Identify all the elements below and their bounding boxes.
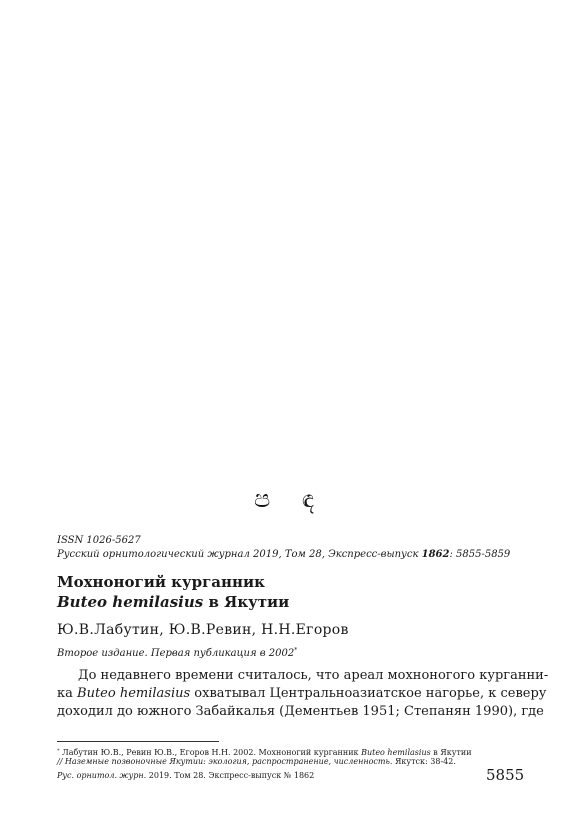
footnote-species: Buteo hemilasius xyxy=(361,748,431,757)
running-footer xyxy=(57,771,314,781)
journal-pages: : 5855-5859 xyxy=(449,549,511,560)
footnote-citation: Лабутин Ю.В., Ревин Ю.В., Егоров Н.Н. 2002. Мохноногий курганник xyxy=(59,748,362,757)
footnote-pages: Якутск: 38-42. xyxy=(392,757,456,766)
page-number: 5855 xyxy=(486,766,525,784)
footnote-divider xyxy=(57,741,219,742)
article-title-line2 xyxy=(57,593,289,611)
footnote-citation-end: в Якутии xyxy=(430,748,472,757)
title-rest: в Якутии xyxy=(203,593,290,611)
body-species: Buteo hemilasius xyxy=(77,686,191,701)
journal-citation xyxy=(57,549,510,561)
title-species: Buteo hemilasius xyxy=(57,593,204,611)
issn-line: ISSN 1026-5627 xyxy=(57,535,141,546)
journal-prefix: Русский орнитологический журнал 2019, Том 28, Экспресс-выпуск xyxy=(57,549,422,560)
footnote-source: // Наземные позвоночные Якутии: экология, распространение, численность. xyxy=(57,757,393,766)
edition-text: Второе издание. Первая публикация в 2002 xyxy=(57,648,295,659)
body-line-3: доходил до южного Забайкалья (Дементьев 1951; Степанян 1990), где xyxy=(57,704,544,719)
issue-number: 1862 xyxy=(421,549,450,560)
article-title-line1: Мохноногий курганник xyxy=(57,573,265,591)
edition-note xyxy=(57,645,297,660)
body-line-2 xyxy=(57,686,547,702)
body-line-1: До недавнего времени считалось, что ареал мохноногого курганни- xyxy=(78,668,549,683)
footnote-line-2 xyxy=(57,757,456,767)
body-line2-pre: ка xyxy=(57,686,78,701)
ornament-glyphs: ප ඳ xyxy=(253,485,327,513)
body-line2-post: охватывал Центральноазиатское нагорье, к северу xyxy=(190,686,547,701)
authors: Ю.В.Лабутин, Ю.В.Ревин, Н.Н.Егоров xyxy=(57,622,349,638)
footer-issue-info: 2019. Том 28. Экспресс-выпуск № 1862 xyxy=(146,771,315,780)
edition-footnote-mark: * xyxy=(294,647,298,654)
footer-journal-abbr: Рус. орнитол. журн. xyxy=(57,771,147,780)
footnote-mark: * xyxy=(57,748,60,754)
section-ornament xyxy=(0,486,580,512)
